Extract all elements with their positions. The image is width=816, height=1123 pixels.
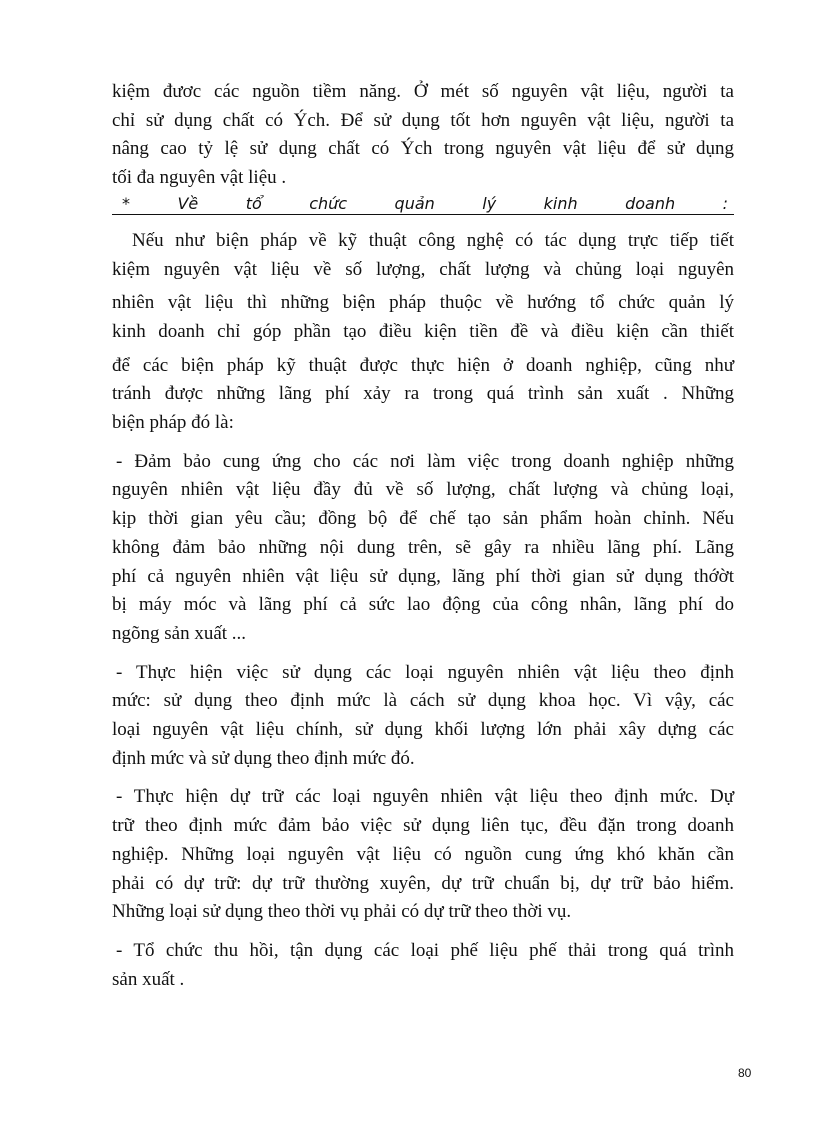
- text-line: chỉ sử dụng chất có Ých. Để sử dụng tốt hơn nguyên vật liệu, người ta: [112, 109, 734, 131]
- page-number: 80: [738, 1066, 752, 1080]
- paragraph-intro: [112, 78, 734, 193]
- text-line: - Tổ chức thu hồi, tận dụng các loại phế liệu phế thải trong quá trình: [116, 939, 734, 961]
- text-line: trữ theo định mức đảm bảo việc sử dụng liên tục, đều đặn trong doanh: [112, 815, 734, 837]
- text-line: biện pháp đó là:: [112, 412, 234, 434]
- paragraph-management: [112, 227, 734, 438]
- text-line: kinh doanh chỉ góp phần tạo điều kiện tiền đề và điều kiện cần thiết: [112, 320, 734, 342]
- text-line: Nếu như biện pháp về kỹ thuật công nghệ có tác dụng trực tiếp tiết: [132, 229, 734, 251]
- text-line: nhiên vật liệu thì những biện pháp thuộc về hướng tổ chức quản lý: [112, 292, 734, 314]
- section-heading: [112, 194, 734, 215]
- text-line: định mức và sử dụng theo định mức đó.: [112, 747, 415, 769]
- text-line: - Đảm bảo cung ứng cho các nơi làm việc trong doanh nghiệp những: [116, 450, 734, 472]
- bullet-reserve: [112, 783, 734, 927]
- text-line: để các biện pháp kỹ thuật được thực hiện ở doanh nghiệp, cũng như: [112, 354, 734, 376]
- document-page: [112, 78, 734, 994]
- bullet-norms: [112, 659, 734, 774]
- text-line: nâng cao tỷ lệ sử dụng chất có Ých trong nguyên vật liệu để sử dụng: [112, 138, 734, 160]
- text-line: ngõng sản xuất ...: [112, 622, 247, 644]
- text-line: Những loại sử dụng theo thời vụ phải có dự trữ theo thời vụ.: [112, 901, 572, 923]
- bullet-recycle: [112, 937, 734, 994]
- text-line: - Thực hiện dự trữ các loại nguyên nhiên vật liệu theo định mức. Dự: [116, 786, 734, 808]
- text-line: kiệm nguyên vật liệu về số lượng, chất lượng và chủng loại nguyên: [112, 258, 734, 280]
- heading-word: *: [122, 193, 130, 213]
- heading-word: tổ: [245, 193, 262, 213]
- text-line: kịp thời gian yêu cầu; đồng bộ để chế tạo sản phẩm hoàn chỉnh. Nếu: [112, 508, 734, 530]
- text-line: bị máy móc và lãng phí cả sức lao động của công nhân, lãng phí do: [112, 594, 734, 616]
- text-line: - Thực hiện việc sử dụng các loại nguyên nhiên vật liệu theo định: [116, 661, 734, 683]
- heading-word: doanh: [625, 193, 676, 213]
- text-line: loại nguyên vật liệu chính, sử dụng khối lượng lớn phải xây dựng các: [112, 719, 734, 741]
- text-line: phải có dự trữ: dự trữ thường xuyên, dự trữ chuẩn bị, dự trữ bảo hiểm.: [112, 872, 734, 894]
- heading-word: lý: [482, 193, 497, 213]
- heading-word: quản: [394, 193, 435, 213]
- heading-word: :: [722, 193, 728, 213]
- text-line: kiệm đươc các nguồn tiềm năng. Ở mét số nguyên vật liệu, người ta: [112, 81, 734, 102]
- text-line: tối đa nguyên vật liệu .: [112, 167, 287, 189]
- text-line: không đảm bảo những nội dung trên, sẽ gây ra nhiều lãng phí. Lãng: [112, 536, 734, 558]
- text-line: tránh được những lãng phí xảy ra trong quá trình sản xuất . Những: [112, 383, 734, 405]
- text-line: nguyên nhiên vật liệu đầy đủ về số lượng, chất lượng và chủng loại,: [112, 479, 734, 501]
- text-line: sản xuất .: [112, 968, 185, 990]
- heading-word: chức: [309, 193, 348, 213]
- bullet-supply: [112, 448, 734, 649]
- heading-word: Về: [177, 193, 199, 213]
- text-line: mức: sử dụng theo định mức là cách sử dụng khoa học. Vì vậy, các: [112, 690, 734, 712]
- text-line: phí cả nguyên nhiên vật liệu sử dụng, lãng phí thời gian sử dụng thớờt: [112, 565, 734, 587]
- text-line: nghiệp. Những loại nguyên vật liệu có nguồn cung ứng khó khăn cần: [112, 843, 734, 865]
- heading-word: kinh: [543, 193, 578, 213]
